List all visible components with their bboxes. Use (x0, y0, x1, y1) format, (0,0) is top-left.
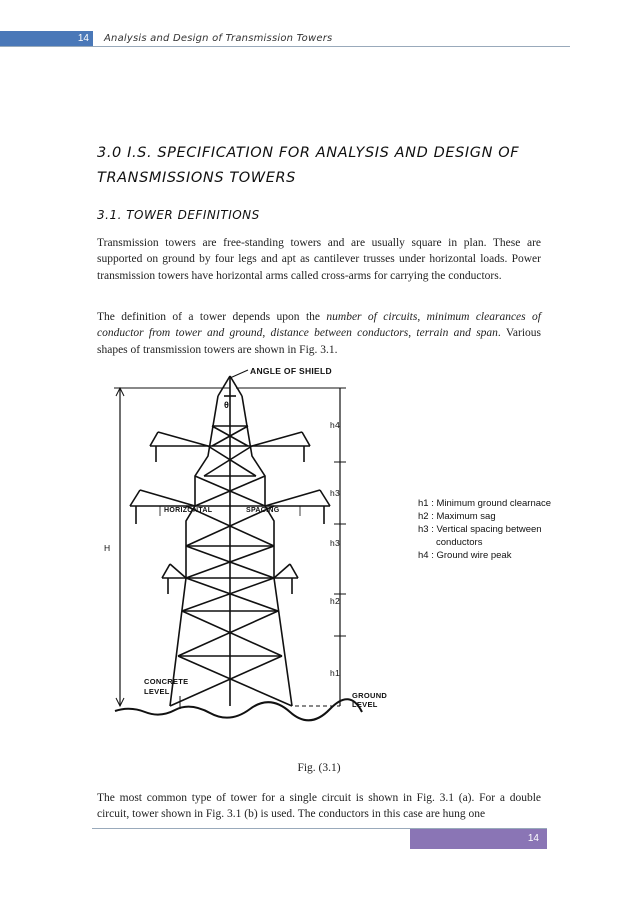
legend-h3-cont: conductors (436, 537, 483, 548)
paragraph-tower-definition: Transmission towers are free-standing towers and are usually square in plan. These are supported on ground by four legs and apt as cantilever trusses under horizontal loads. Power transmission towers have horizontal arms called cross-arms for carrying the conductors. (97, 237, 541, 282)
subsection-heading: 3.1. TOWER DEFINITIONS (97, 208, 260, 222)
legend-h1: h1 : Minimum ground clearnace (418, 498, 552, 509)
legend-h4: h4 : Ground wire peak (418, 550, 512, 561)
figure-caption: Fig. (3.1) (297, 762, 341, 774)
label-level-left: LEVEL (144, 687, 170, 696)
legend-h2: h2 : Maximum sag (418, 511, 496, 522)
label-H: H (104, 543, 111, 553)
footer-page-number: 14 (410, 829, 547, 849)
label-ground: GROUND (352, 691, 388, 700)
label-theta: θ (224, 400, 230, 410)
header-page-number: 14 (0, 31, 93, 46)
section-heading: 3.0 I.S. SPECIFICATION FOR ANALYSIS AND DESIGN OF TRANSMISSIONS TOWERS (97, 145, 520, 186)
tower-diagram (100, 366, 400, 726)
paragraph-tower-types: The most common type of tower for a single circuit is shown in Fig. 3.1 (a). For a double circuit, tower shown in Fig. 3.1 (b) is used. The conductors in this case are hung one (97, 792, 541, 821)
label-level-right: LEVEL (352, 700, 378, 709)
label-h3-lower: h3 (330, 538, 341, 548)
label-h1: h1 (330, 668, 341, 678)
figure-legend (418, 497, 551, 562)
label-spacing: SPACING (246, 507, 280, 514)
label-angle-of-shield: ANGLE OF SHIELD (250, 366, 332, 376)
label-h4: h4 (330, 420, 341, 430)
label-concrete: CONCRETE (144, 677, 189, 686)
label-horizontal: HORIZONTAL (164, 507, 213, 514)
running-title: Analysis and Design of Transmission Towers (104, 33, 333, 44)
header-rule (0, 46, 570, 47)
legend-h3: h3 : Vertical spacing between (418, 524, 542, 535)
label-h2: h2 (330, 596, 341, 606)
paragraph-tower-criteria: The definition of a tower depends upon the number of circuits, minimum clearances of conductor from tower and ground, distance between conductors, terrain and span. Various shapes of transmission towers are shown in Fig. 3.1. (97, 311, 542, 356)
label-h3-upper: h3 (330, 488, 341, 498)
